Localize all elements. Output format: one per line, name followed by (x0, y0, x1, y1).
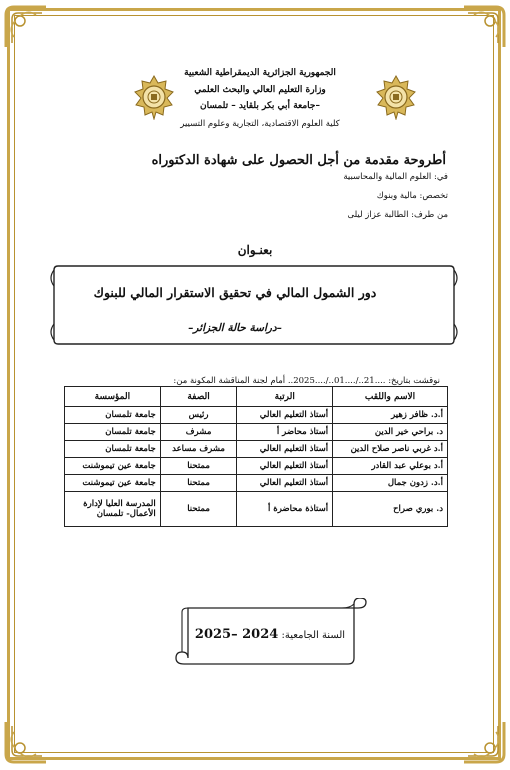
table-row (65, 407, 448, 424)
author-line: من طرف: الطالبة عزاز ليلى (347, 210, 448, 220)
member-name: د. براحي خير الدين (333, 424, 448, 441)
member-institution: جامعة تلمسان (65, 424, 161, 441)
member-name: د. بوري صراح (333, 492, 448, 527)
title-banner (50, 262, 458, 348)
member-rank: أستاذ التعليم العالي (237, 475, 333, 492)
member-name: أ.د بوعلي عبد القادر (333, 458, 448, 475)
table-row (65, 424, 448, 441)
member-role: ممتحنا (160, 475, 237, 492)
field-line: في: العلوم المالية والمحاسبية (343, 172, 448, 182)
col-role-header: الصفة (160, 387, 237, 407)
col-name-header: الاسم واللقب (333, 387, 448, 407)
member-institution: جامعة تلمسان (65, 407, 161, 424)
faculty-name: كلية العلوم الاقتصادية، التجارية وعلوم التسيير (180, 119, 340, 129)
republic-name: الجمهورية الجزائرية الديمقراطية الشعبية (184, 68, 336, 78)
col-institution-header: المؤسسة (65, 387, 161, 407)
thesis-title: دور الشمول المالي في تحقيق الاستقرار المالي للبنوك (93, 285, 377, 300)
table-row (65, 458, 448, 475)
table-header-row (65, 387, 448, 407)
member-institution: المدرسة العليا لإدارة الأعمال- تلمسان (65, 492, 161, 527)
academic-year-value: 2024 –2025 (194, 627, 279, 642)
university-emblem-icon (132, 74, 176, 120)
member-rank: أستاذ التعليم العالي (237, 407, 333, 424)
table-row (65, 492, 448, 527)
member-name: أ.د. ظافر زهير (333, 407, 448, 424)
defense-line: نوقشت بتاريخ: ....21../....01../....2025.. أمام لجنة المناقشة المكونة من: (173, 376, 440, 386)
corner-ornament-icon (462, 720, 508, 766)
table-row (65, 475, 448, 492)
member-role: مشرف مساعد (160, 441, 237, 458)
committee-table (64, 386, 448, 527)
member-institution: جامعة عين تيموشنت (65, 458, 161, 475)
table-row (65, 441, 448, 458)
ministry-name: وزارة التعليم العالي والبحث العلمي (194, 85, 326, 95)
member-role: رئيس (160, 407, 237, 424)
specialty-line: تخصص: مالية وبنوك (376, 191, 448, 201)
member-institution: جامعة تلمسان (65, 441, 161, 458)
corner-ornament-icon (2, 720, 48, 766)
thesis-subtitle: –دراسة حالة الجزائر– (188, 322, 282, 334)
corner-ornament-icon (462, 3, 508, 49)
member-rank: أستاذ التعليم العالي (237, 441, 333, 458)
member-name: أ.د غربي ناصر صلاح الدين (333, 441, 448, 458)
member-institution: جامعة عين تيموشنت (65, 475, 161, 492)
member-rank: أستاذ محاضر أ (237, 424, 333, 441)
col-rank-header: الرتبة (237, 387, 333, 407)
university-name: جامعة أبي بكر بلقايد – تلمسان– (200, 101, 320, 111)
university-emblem-icon (374, 74, 418, 120)
member-name: أ.د. زدون جمال (333, 475, 448, 492)
member-role: مشرف (160, 424, 237, 441)
title-label: بعنـوان (237, 243, 273, 257)
academic-year (190, 627, 350, 642)
corner-ornament-icon (2, 3, 48, 49)
member-rank: أستاذة محاضرة أ (237, 492, 333, 527)
member-role: ممتحنا (160, 458, 237, 475)
academic-year-label: السنة الجامعية: (281, 630, 346, 641)
thesis-type: أطروحة مقدمة من أجل الحصول على شهادة الدكتوراه (151, 153, 446, 168)
member-role: ممتحنا (160, 492, 237, 527)
member-rank: أستاذ التعليم العالي (237, 458, 333, 475)
